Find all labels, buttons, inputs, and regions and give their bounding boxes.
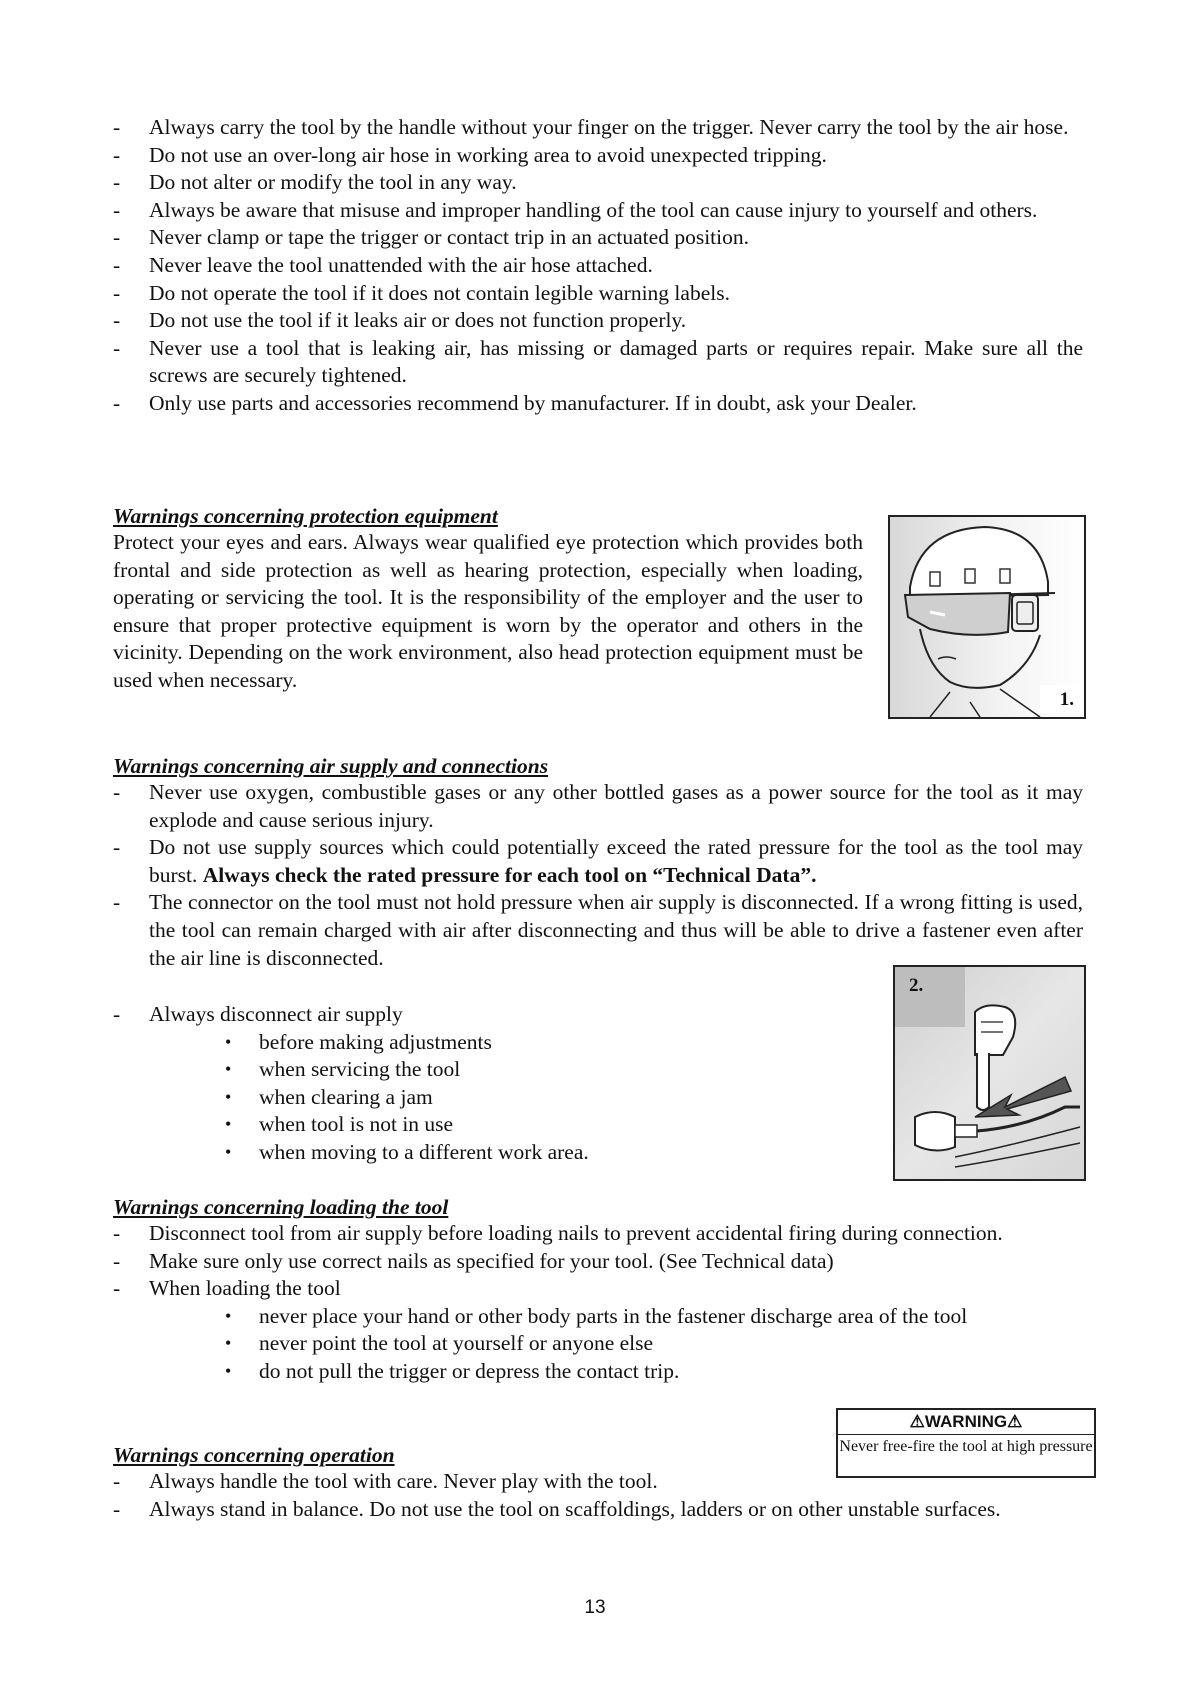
sublist-item: • never place your hand or other body parts in the fastener discharge area of the tool [225,1303,1083,1331]
loading-sublist [113,1303,1083,1386]
disconnect-list [113,1001,813,1029]
list-item: - Never use a tool that is leaking air, has missing or damaged parts or requires repair. Make sure all the screws are securely tightened. [113,335,1083,390]
emphasis-text: Always check the rated pressure for each tool on “Technical Data”. [202,862,817,887]
helmet-goggles-illustration [890,517,1084,717]
list-item: - Always be aware that misuse and improper handling of the tool can cause injury to yourself and others. [113,197,1083,225]
list-item: - Make sure only use correct nails as specified for your tool. (See Technical data) [113,1248,1083,1276]
sublist-item: • before making adjustments [225,1029,813,1057]
section-heading: Warnings concerning protection equipment [113,504,498,528]
figure-disconnect-air [893,965,1086,1181]
sublist-item: • when tool is not in use [225,1111,813,1139]
disconnect-hose-illustration [895,967,1084,1179]
section-heading: Warnings concerning operation [113,1443,395,1467]
list-item: - Do not use an over-long air hose in working area to avoid unexpected tripping. [113,142,1083,170]
sublist-item: • when clearing a jam [225,1084,813,1112]
list-item [113,834,1083,889]
sublist-item: • do not pull the trigger or depress the contact trip. [225,1358,1083,1386]
list-item: - Always stand in balance. Do not use the tool on scaffoldings, ladders or on other unstable surfaces. [113,1496,1083,1524]
air-supply-section [113,753,1083,972]
list-item: - Always disconnect air supply [113,1001,813,1029]
loading-list [113,1220,1083,1303]
sublist-item: • when servicing the tool [225,1056,813,1084]
general-list [113,114,1083,418]
section-heading: Warnings concerning air supply and connections [113,754,549,778]
sublist-item: • never point the tool at yourself or anyone else [225,1330,1083,1358]
warning-header [838,1410,1094,1435]
figure-label: 1. [1059,689,1074,710]
operation-list [113,1468,1083,1523]
operation-section [113,1442,1083,1523]
loading-section [113,1194,1083,1386]
list-item: - Always carry the tool by the handle without your finger on the trigger. Never carry the tool by the air hose. [113,114,1083,142]
figure-protective-gear [888,515,1086,719]
list-item: - Never leave the tool unattended with the air hose attached. [113,252,1083,280]
list-item: - Never clamp or tape the trigger or contact trip in an actuated position. [113,224,1083,252]
section-heading: Warnings concerning loading the tool [113,1195,449,1219]
list-item: - Disconnect tool from air supply before loading nails to prevent accidental firing during connection. [113,1220,1083,1248]
warning-title: WARNING [924,1412,1008,1431]
disconnect-sublist [113,1029,813,1167]
list-item: - Do not alter or modify the tool in any way. [113,169,1083,197]
page-number: 13 [584,1597,606,1618]
air-supply-list [113,779,1083,972]
sublist-item: • when moving to a different work area. [225,1139,813,1167]
protection-section [113,503,863,695]
warning-text: Never free-fire the tool at high pressure [839,1438,1093,1455]
list-item: - Always handle the tool with care. Never play with the tool. [113,1468,1083,1496]
warning-triangle-icon: ⚠ [1007,1412,1023,1431]
list-item: - Only use parts and accessories recommend by manufacturer. If in doubt, ask your Dealer. [113,390,1083,418]
list-item: - Never use oxygen, combustible gases or any other bottled gases as a power source for the tool as it may explode and cause serious injury. [113,779,1083,834]
list-item: - Do not use the tool if it leaks air or does not function properly. [113,307,1083,335]
general-warnings [113,114,1083,418]
warning-triangle-icon: ⚠ [909,1412,925,1431]
list-item: - The connector on the tool must not hold pressure when air supply is disconnected. If a wrong fitting is used, the tool can remain charged with air after disconnecting and thus will be able to drive a fastener even after the air line is disconnected. [113,889,1083,972]
list-item-text: Do not use supply sources which could potentially exceed the rated pressure for the tool as the tool may burst. [149,835,1083,887]
protection-text: Protect your eyes and ears. Always wear qualified eye protection which provides both frontal and side protection as well as hearing protection, especially when loading, operating or servicing the tool. It is the responsibility of the employer and the user to ensure that proper protective equipment is worn by the operator and others in the vicinity. Depending on the work environment, also head protection equipment must be used when necessary. [113,530,863,692]
list-item: - Do not operate the tool if it does not contain legible warning labels. [113,280,1083,308]
figure-label: 2. [909,975,924,996]
list-item: - When loading the tool [113,1275,1083,1303]
disconnect-section [113,1001,813,1167]
